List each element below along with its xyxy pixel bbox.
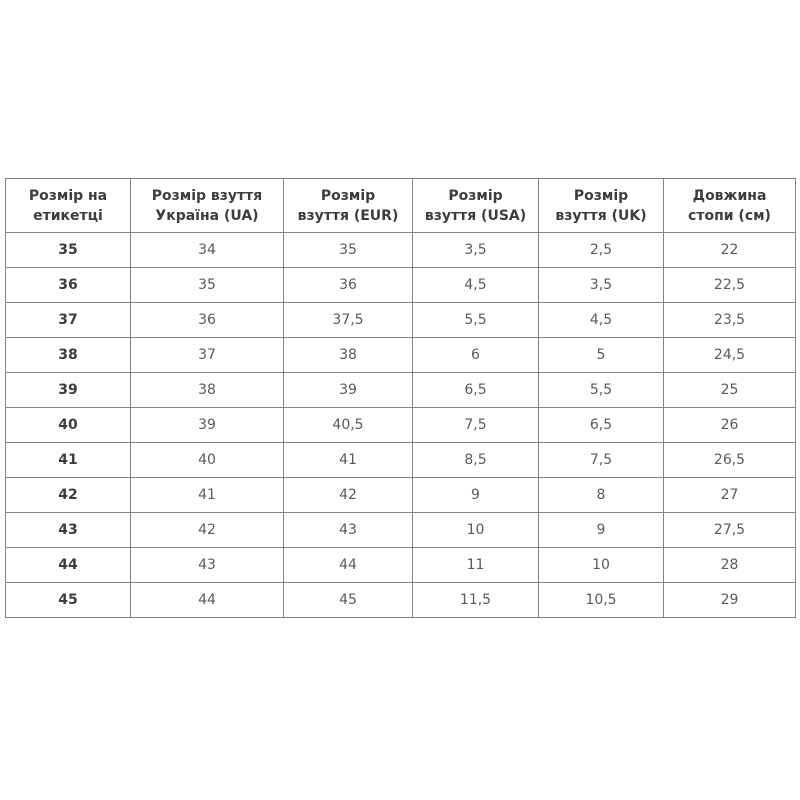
table-cell: 4,5: [413, 268, 539, 303]
table-cell: 24,5: [664, 338, 796, 373]
column-header-foot-length: [664, 179, 796, 233]
table-row: [6, 408, 796, 443]
table-cell: 8: [539, 478, 664, 513]
column-header-line: Розмір: [320, 187, 376, 204]
table-cell: 42: [131, 513, 284, 548]
column-header-ua-size: [131, 179, 284, 233]
column-header-line: Україна (UA): [155, 207, 259, 224]
shoe-size-conversion-table: [5, 178, 796, 618]
table-cell: 44: [131, 583, 284, 618]
column-header-line: стопи (см): [688, 207, 771, 224]
table-cell: 26,5: [664, 443, 796, 478]
table-header-row: [6, 179, 796, 233]
column-header-line: взуття (EUR): [297, 207, 399, 224]
table-cell: 36: [284, 268, 413, 303]
table-cell: 39: [284, 373, 413, 408]
table-cell: 43: [131, 548, 284, 583]
table-cell: 5: [539, 338, 664, 373]
table-cell: 29: [664, 583, 796, 618]
table-cell: 41: [131, 478, 284, 513]
table-cell: 35: [131, 268, 284, 303]
table-cell: 6,5: [413, 373, 539, 408]
table-cell: 38: [131, 373, 284, 408]
table-cell: 41: [284, 443, 413, 478]
table-cell: 5,5: [413, 303, 539, 338]
table-cell: 10,5: [539, 583, 664, 618]
table-row: [6, 268, 796, 303]
table-row: [6, 478, 796, 513]
table-cell: 9: [539, 513, 664, 548]
table-cell: 34: [131, 233, 284, 268]
table-cell: 27: [664, 478, 796, 513]
row-label-cell: 41: [6, 443, 131, 478]
table-cell: 23,5: [664, 303, 796, 338]
table-cell: 11: [413, 548, 539, 583]
table-cell: 40,5: [284, 408, 413, 443]
column-header-line: етикетці: [33, 207, 103, 224]
table-row: [6, 443, 796, 478]
table-cell: 27,5: [664, 513, 796, 548]
table-cell: 5,5: [539, 373, 664, 408]
table-cell: 37,5: [284, 303, 413, 338]
column-header-eur-size: [284, 179, 413, 233]
table-cell: 10: [413, 513, 539, 548]
table-cell: 22,5: [664, 268, 796, 303]
table-cell: 8,5: [413, 443, 539, 478]
table-cell: 4,5: [539, 303, 664, 338]
column-header-uk-size: [539, 179, 664, 233]
column-header-line: Розмір взуття: [151, 187, 263, 204]
row-label-cell: 42: [6, 478, 131, 513]
table-cell: 39: [131, 408, 284, 443]
table-cell: 7,5: [413, 408, 539, 443]
table-row: [6, 548, 796, 583]
column-header-line: взуття (UK): [555, 207, 647, 224]
row-label-cell: 36: [6, 268, 131, 303]
table-cell: 9: [413, 478, 539, 513]
table-cell: 25: [664, 373, 796, 408]
column-header-line: Довжина: [692, 187, 767, 204]
table-cell: 42: [284, 478, 413, 513]
table-cell: 45: [284, 583, 413, 618]
table-cell: 37: [131, 338, 284, 373]
column-header-line: Розмір: [448, 187, 503, 204]
table-row: [6, 583, 796, 618]
table-cell: 22: [664, 233, 796, 268]
table-cell: 2,5: [539, 233, 664, 268]
table-cell: 36: [131, 303, 284, 338]
table-cell: 3,5: [413, 233, 539, 268]
row-label-cell: 43: [6, 513, 131, 548]
table-cell: 3,5: [539, 268, 664, 303]
column-header-usa-size: [413, 179, 539, 233]
row-label-cell: 44: [6, 548, 131, 583]
table-cell: 28: [664, 548, 796, 583]
table-cell: 44: [284, 548, 413, 583]
table-body: [6, 233, 796, 618]
table-cell: 40: [131, 443, 284, 478]
table-row: [6, 233, 796, 268]
table-cell: 38: [284, 338, 413, 373]
row-label-cell: 45: [6, 583, 131, 618]
table-row: [6, 303, 796, 338]
table-cell: 26: [664, 408, 796, 443]
table-row: [6, 513, 796, 548]
table-cell: 6,5: [539, 408, 664, 443]
row-label-cell: 38: [6, 338, 131, 373]
table-cell: 11,5: [413, 583, 539, 618]
row-label-cell: 35: [6, 233, 131, 268]
column-header-line: взуття (USA): [424, 207, 527, 224]
column-header-line: Розмір на: [28, 187, 108, 204]
table-cell: 6: [413, 338, 539, 373]
column-header-line: Розмір: [573, 187, 629, 204]
row-label-cell: 37: [6, 303, 131, 338]
table-row: [6, 373, 796, 408]
table-row: [6, 338, 796, 373]
table-cell: 7,5: [539, 443, 664, 478]
table-cell: 10: [539, 548, 664, 583]
column-header-label-size: [6, 179, 131, 233]
table-cell: 35: [284, 233, 413, 268]
row-label-cell: 40: [6, 408, 131, 443]
table-cell: 43: [284, 513, 413, 548]
row-label-cell: 39: [6, 373, 131, 408]
